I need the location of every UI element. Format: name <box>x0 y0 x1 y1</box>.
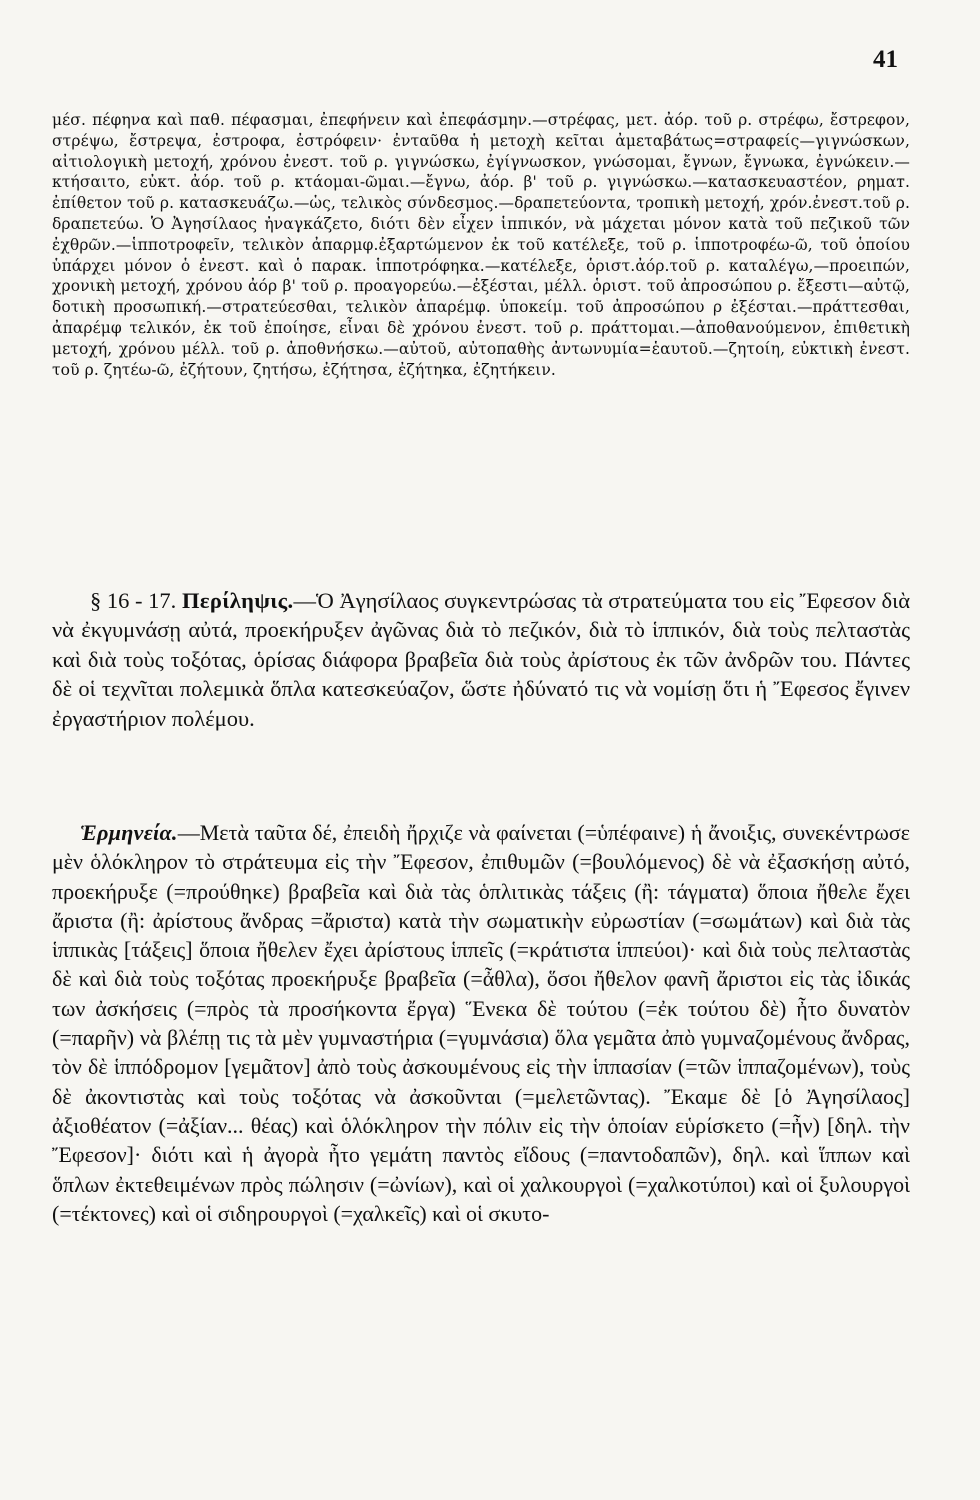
interpretation-text: —Μετὰ ταῦτα δέ, ἐπειδὴ ἤρχιζε νὰ φαίνεται (=ὑπέφαινε) ἡ ἄνοιξις, συνεκέντρωσε μὲν ὁλόκληρον τὸ στράτευμα εἰς τὴν Ἔφεσον, ἐπιθυμῶν (=βουλόμενος) δὲ νὰ ἐξασκήσῃ αὐτό, προεκήρυξε (=προύθηκε) βραβεῖα καὶ διὰ τὰς ὁπλιτικὰς τάξεις (ἢ: τάγματα) ὅποια ἤθελε ἔχει ἄριστα (ἢ: ἀρίστους ἄνδρας =ἄριστα) κατὰ τὴν σωματικὴν εὐρωστίαν (=σωμάτων) καὶ διὰ τὰς ἱππικὰς [τάξεις] ὅποια ἤθελεν ἔχει ἀρίστους ἱππεῖς (=κράτιστα ἱππεύοι)· καὶ διὰ τοὺς πελταστὰς δὲ καὶ διὰ τοὺς τοξότας προεκήρυξε βραβεῖα (=ἆθλα), ὅσοι ἤθελον φανῆ ἄριστοι εἰς τὰς ἰδικάς των ἀσκήσεις (=πρὸς τὰ προσήκοντα ἔργα) Ἕνεκα δὲ τούτου (=ἐκ τούτου δὲ) ἦτο δυνατὸν (=παρῆν) νὰ βλέπῃ τις τὰ μὲν γυμναστήρια (=γυμνάσια) ὅλα γεμᾶτα ἀπὸ γυμναζομένους ἄνδρας, τὸν δὲ ἱππόδρομον [γεμᾶτον] ἀπὸ τοὺς ἀσκουμένους εἰς τὴν ἱππασίαν (=τῶν ἱππαζομένων), τοὺς δὲ ἀκοντιστὰς καὶ τοὺς τοξότας νὰ ἀσκοῦνται (=μελετῶντας). Ἔκαμε δὲ [ὁ Ἀγησίλαος] ἀξιοθέατον (=ἀξίαν... θέας) καὶ ὁλόκληρον τὴν πόλιν εἰς τὴν ὁποίαν εὑρίσκετο (=ἦν) [δηλ. τὴν Ἔφεσον]· διότι καὶ ἡ ἀγορὰ ἦτο γεμάτη παντὸς εἴδους (=παντοδαπῶν), δηλ. καὶ ἵππων καὶ ὅπλων ἐκτεθειμένων πρὸς πώλησιν (=ὠνίων), καὶ οἱ χαλκουργοὶ (=χαλκοτύποι) καὶ οἱ ξυλουργοὶ (=τέκτονες) καὶ οἱ σιδηρουργοὶ (=χαλκεῖς) καὶ οἱ σκυτο- <box>52 820 910 1226</box>
page-number: 41 <box>873 46 898 73</box>
interpretation-title: Ἑρμηνεία. <box>80 820 178 845</box>
section-title: Περίληψις. <box>181 588 294 613</box>
interpretation-section <box>52 818 910 1228</box>
summary-text: —Ὁ Ἀγησίλαος συγκεντρώσας τὰ στρατεύματα του εἰς Ἔφεσον διὰ νὰ ἐκγυμνάσῃ αὐτά, προεκήρυξεν ἀγῶνας διὰ τὸ πεζικόν, διὰ τὸ ἱππικόν, διὰ τοὺς πελταστὰς καὶ διὰ τοὺς τοξότας, ὁρίσας διάφορα βραβεῖα διὰ τοὺς ἀρίστους ἐκ τῶν ἀνδρῶν του. Πάντες δὲ οἱ τεχνῖται πολεμικὰ ὅπλα κατεσκεύαζον, ὥστε ἠδύνατό τις νὰ νομίσῃ ὅτι ἡ Ἔφεσος ἔγινεν ἐργαστήριον πολέμου. <box>52 588 911 731</box>
interpretation-paragraph <box>52 818 910 1228</box>
section-number: § 16 - 17. <box>90 588 177 613</box>
summary-section <box>52 586 910 733</box>
notes-paragraph: μέσ. πέφηνα καὶ παθ. πέφασμαι, ἐπεφήνειν καὶ ἐπεφάσμην.—στρέφας, μετ. ἀόρ. τοῦ ρ. στρέφω, ἔστρεφον, στρέψω, ἔστρεψα, ἐστροφα, ἐστρόφειν· ἐνταῦθα ἡ μετοχὴ κεῖται ἀμεταβάτως=στραφείς—γιγνώσκων, αἰτιολογικὴ μετοχή, χρόνου ἐνεστ. τοῦ ρ. γιγνώσκω, ἐγίγνωσκον, γνώσομαι, ἔγνων, ἔγνωκα, ἐγνώκειν.—κτήσαιτο, εὐκτ. ἀόρ. τοῦ ρ. κτάομαι-ῶμαι.—ἔγνω, ἀόρ. β' τοῦ ρ. γιγνώσκω.—κατασκευαστέον, ρημαт. ἐπίθετον τοῦ ρ. κατασκευάζω.—ὡς, τελικὸς σύνδεσμος.—δραπετεύοντα, τροπικὴ μετοχή, χρόν.ἐνεστ.τοῦ ρ. δραπετεύω. Ὁ Ἀγησίλαος ἠναγκάζετο, διότι δὲν εἶχεν ἱππικόν, νὰ μάχεται μόνον κατὰ τοῦ πεζικοῦ τῶν ἐχθρῶν.—ἱπποτροφεῖν, τελικὸν ἀπαρμφ.ἐξαρτώμενον ἐκ τοῦ κατέλεξε, τοῦ ρ. ἱπποτροφέω-ῶ, τοῦ ὁποίου ὑπάρχει μόνον ὁ ἐνεστ. καὶ ὁ παρακ. ἱπποτρόφηκα.—κατέλεξε, ὁριστ.ἀόρ.τοῦ ρ. καταλέγω,—προειπών, χρονικὴ μετοχή, χρόνου ἀόρ β' τοῦ ρ. προαγορεύω.—ἐξέσται, μέλλ. ὁριστ. τοῦ ἀπροσώπου ρ. ἔξεστι—αὐτῷ, δοτικὴ προσωπική.—στρατεύεσθαι, τελικὸν ἀπαρέμφ. ὑποκείμ. τοῦ ἀπροσώπου ρ ἐξέσται.—πράττεσθαι, ἀπαρέμφ τελικόν, ἐκ τοῦ ἐποίησε, εἶναι δὲ χρόνου ἐνεστ. τοῦ ρ. πράττομαι.—ἀποθανούμενον, ἐπιθετικὴ μετοχή, χρόνου μέλλ. τοῦ ρ. ἀποθνήσκω.—αὐτοῦ, αὐτοπαθὴς ἀντωνυμία=ἑαυτοῦ.—ζητοίη, εὐκτικὴ ἐνεστ. τοῦ ρ. ζητέω-ῶ, ἐζήτουν, ζητήσω, ἐζήτησα, ἐζήτηκα, ἐζητήκειν. <box>52 111 910 379</box>
summary-paragraph <box>52 586 910 733</box>
grammar-notes <box>52 110 910 380</box>
